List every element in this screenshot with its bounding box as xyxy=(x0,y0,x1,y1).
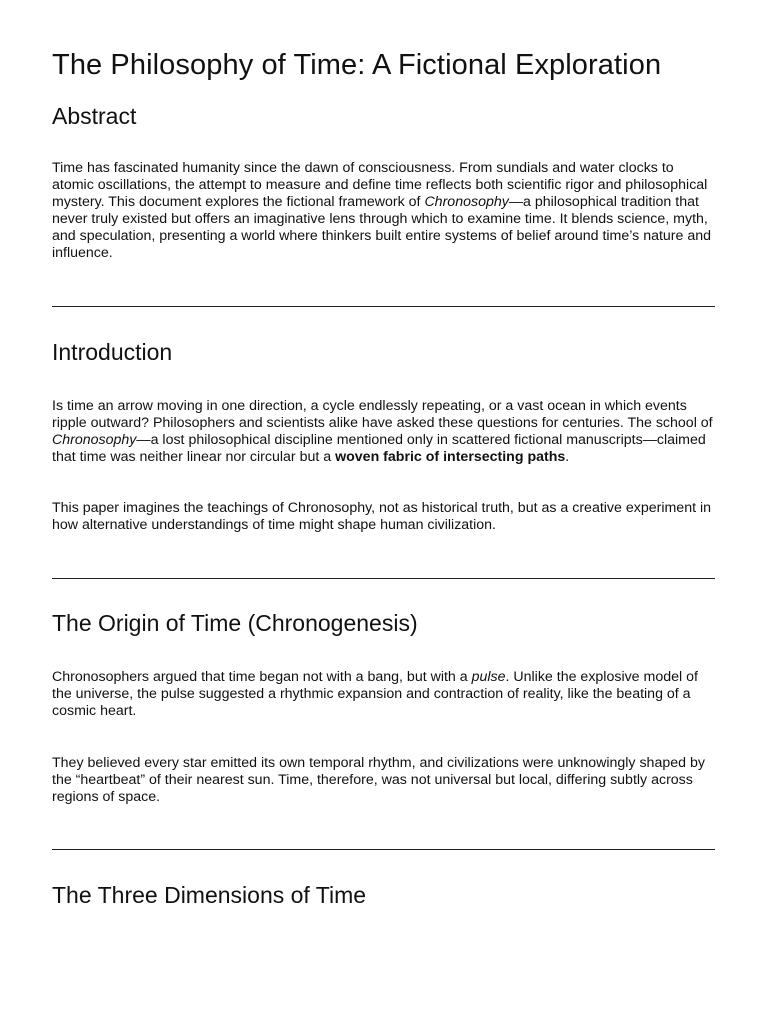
emphasis-chronosophy: Chronosophy xyxy=(52,432,137,448)
section-heading-abstract: Abstract xyxy=(52,103,137,129)
text-run: . Unlike the explosive model of the universe, the pulse suggested a rhythmic expansion and contraction of reality, like the beating of a cosmic heart. xyxy=(52,669,698,719)
emphasis-chronosophy: Chronosophy xyxy=(424,194,509,210)
section-heading-three-dimensions: The Three Dimensions of Time xyxy=(52,882,367,908)
introduction-paragraph-2: This paper imagines the teachings of Chronosophy, not as historical truth, but as a creative experiment in how alternative understandings of time might shape human civilization. xyxy=(52,500,712,533)
origin-paragraph-2: They believed every star emitted its own temporal rhythm, and civilizations were unknowingly shaped by the “heartbeat” of their nearest sun. Time, therefore, was not universal but local, differing subtly across regions of space. xyxy=(52,755,705,805)
text-run: . xyxy=(565,449,570,465)
document-title: The Philosophy of Time: A Fictional Exploration xyxy=(52,49,662,81)
section-divider xyxy=(52,578,715,579)
bold-woven-fabric: woven fabric of intersecting paths xyxy=(335,449,566,465)
origin-paragraph-1 xyxy=(52,669,715,720)
text-run: Time has fascinated humanity since the dawn of consciousness. From sundials and water clocks to atomic oscillations, the attempt to measure and define time reflects both scientific rigor and philosophical mystery. This document explores the fictional framework of xyxy=(52,160,708,210)
section-heading-introduction: Introduction xyxy=(52,339,173,365)
introduction-paragraph-1 xyxy=(52,398,715,466)
section-divider xyxy=(52,306,715,307)
text-run: —a philosophical tradition that never truly existed but offers an imaginative lens through which to examine time. It blends science, myth, and speculation, presenting a world where thinkers built entire systems of belief around time’s nature and influence. xyxy=(52,194,712,261)
emphasis-pulse: pulse xyxy=(471,669,506,685)
text-run: Chronosophers argued that time began not with a bang, but with a xyxy=(52,669,472,685)
section-heading-origin: The Origin of Time (Chronogenesis) xyxy=(52,610,418,636)
text-run: —a lost philosophical discipline mentioned only in scattered fictional manuscripts—claimed that time was neither linear nor circular but a xyxy=(52,432,706,465)
text-run: Is time an arrow moving in one direction, a cycle endlessly repeating, or a vast ocean in which events ripple outward? Philosophers and scientists alike have asked these questions for centuries. The school of xyxy=(52,398,713,431)
section-divider xyxy=(52,849,715,850)
abstract-paragraph xyxy=(52,160,715,262)
